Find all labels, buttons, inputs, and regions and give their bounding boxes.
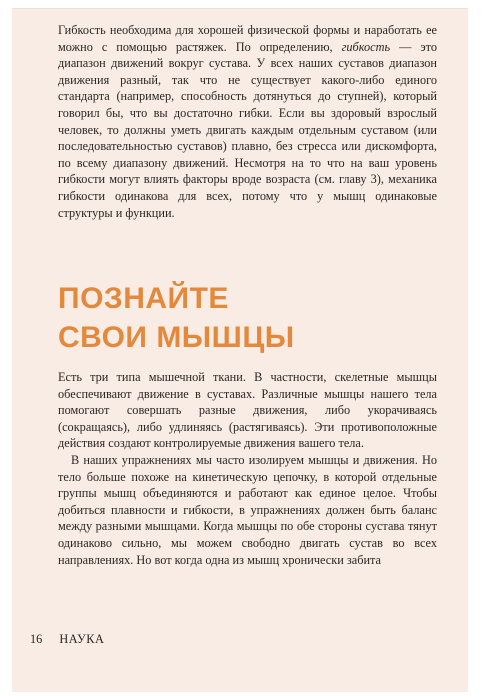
heading-line-1: ПОЗНАЙТЕ: [58, 282, 229, 315]
section-heading: [58, 279, 295, 357]
page-footer: [30, 632, 104, 647]
section-name: НАУКА: [59, 632, 105, 646]
heading-line-2: СВОИ МЫШЦЫ: [58, 321, 295, 354]
intro-text-start: Гибкость необходима для хорошей физической формы и наработать ее можно с помощью растяжек. По определению,: [58, 23, 437, 54]
page-number: 16: [30, 632, 43, 646]
intro-text: [58, 22, 437, 221]
top-edge-rule: [12, 8, 468, 9]
body-text: [58, 369, 437, 568]
intro-paragraph: [58, 22, 437, 221]
body-paragraph-2: В наших упражнениях мы часто изолируем мышцы и движения. Но тело больше похоже на кинетическую цепочку, в которой отдельные группы мышц объединяются и работают как единое целое. Чтобы добиться плавности и гибкости, в упражнениях должен быть баланс между разными мышцами. Когда мышцы по обе стороны сустава тянут одинаково сильно, мы можем свободно двигать сустав во всех направлениях. Но вот когда одна из мышц хронически забита: [58, 452, 437, 567]
intro-text-rest: — это диапазон движений вокруг сустава. У всех наших суставов диапазон движения разный, так что не существует какого-либо единого стандарта (например, способность дотянуться до ступней), который говорил бы, что вы достаточно гибки. Если вы здоровый взрослый человек, то должны уметь двигать каждым отдельным суставом (или последовательностью суставов) плавно, без стресса или дискомфорта, по всему диапазону движений. Несмотря на то что на ваш уровень гибкости могут влиять факторы вроде возраста (см. главу 3), механика гибкости одинакова для всех, потому что у мышц одинаковые структуры и функции.: [58, 39, 437, 220]
body-paragraph-1: Есть три типа мышечной ткани. В частности, скелетные мышцы обеспечивают движение в суставах. Различные мышцы нашего тела помогают совершать разные движения, либо укорачиваясь (сокращаясь), либо удлиняясь (растягиваясь). Эти противоположные действия создают контролируемые движения вашего тела.: [58, 370, 437, 451]
term-flexibility: гибкость: [341, 39, 391, 54]
